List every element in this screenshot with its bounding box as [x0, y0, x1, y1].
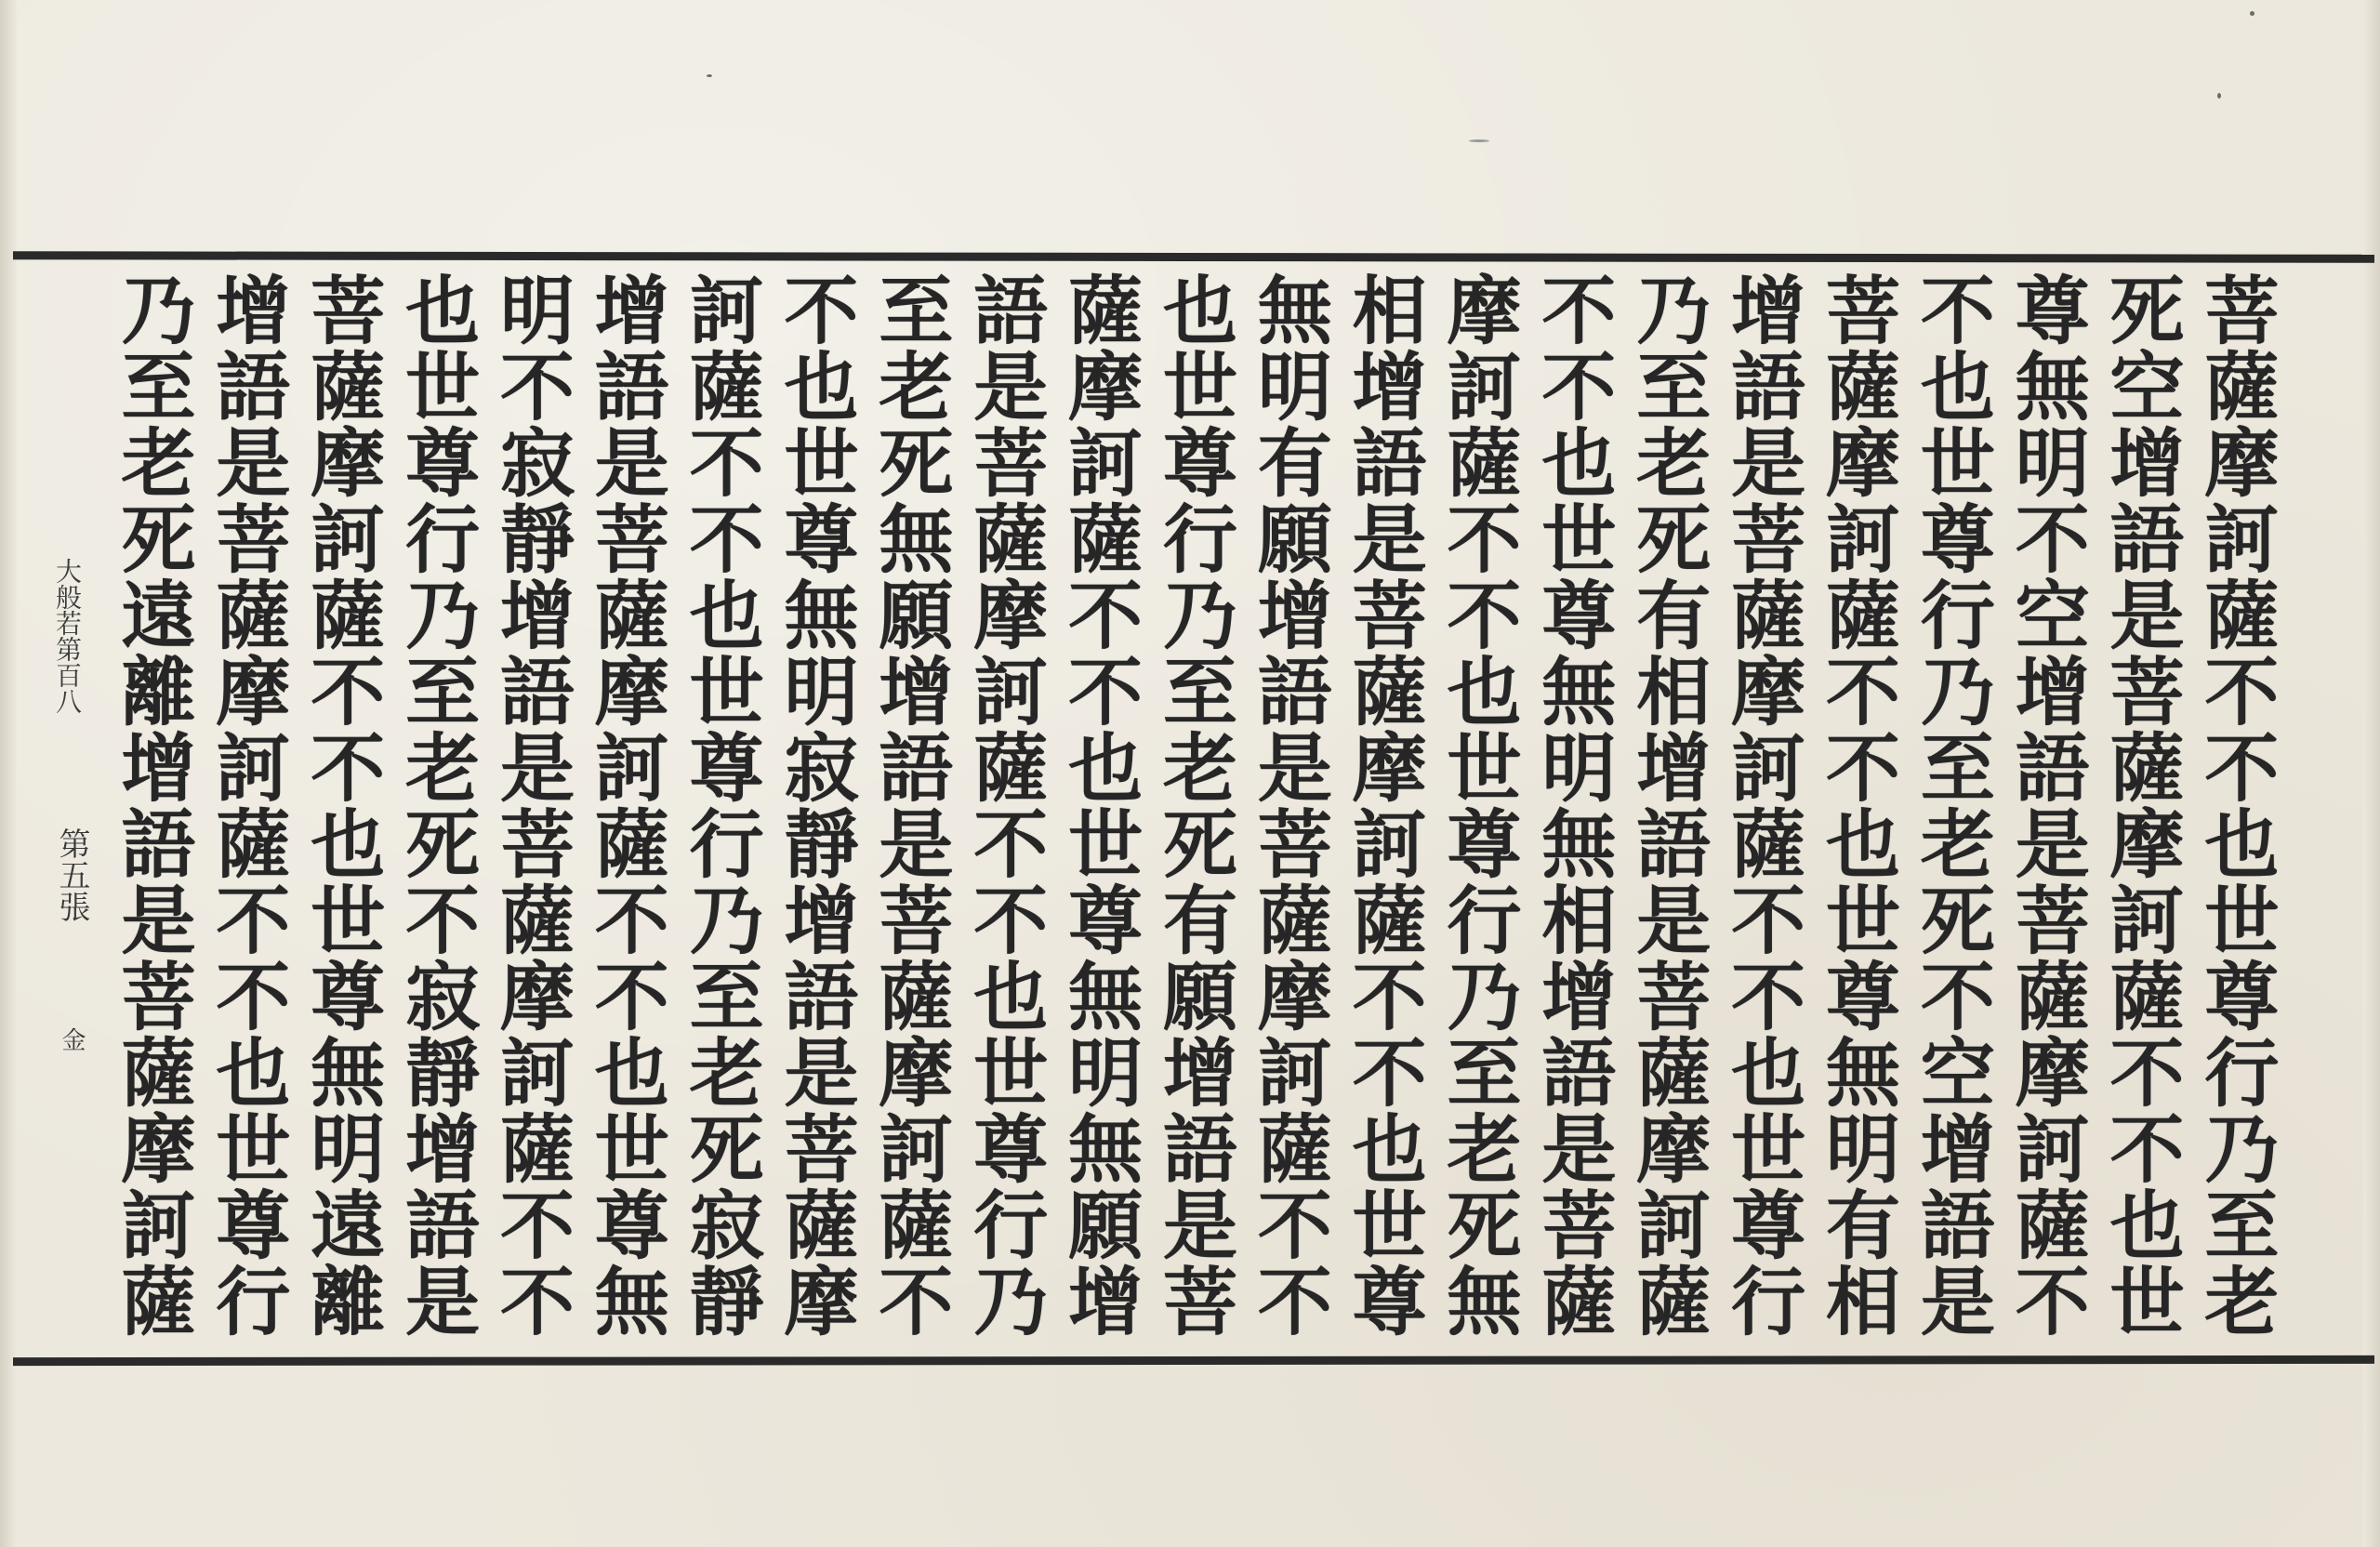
paper-speck — [707, 74, 712, 77]
paper-speck — [1469, 139, 1489, 142]
text-column-2: 死空增語是菩薩摩訶薩不不也世 — [2097, 271, 2186, 1339]
text-column-19: 明不寂靜增語是菩薩摩訶薩不不 — [487, 271, 575, 1339]
text-column-9: 摩訶薩不不也世尊行乃至老死無 — [1435, 271, 1523, 1339]
text-column-17: 訶薩不不也世尊行乃至老死寂靜 — [677, 271, 765, 1339]
text-column-10: 相增語是菩薩摩訶薩不不也世尊 — [1340, 271, 1428, 1339]
paper-speck — [2250, 11, 2254, 16]
text-column-13: 薩摩訶薩不不也世尊無明無願增 — [1055, 271, 1144, 1339]
text-columns — [109, 271, 2280, 1350]
text-column-22: 增語是菩薩摩訶薩不不也世尊行 — [203, 271, 291, 1339]
page-fold-right — [2363, 0, 2380, 1547]
text-column-1: 菩薩摩訶薩不不也世尊行乃至老 — [2191, 271, 2280, 1339]
text-column-7: 乃至老死有相增語是菩薩摩訶薩 — [1623, 271, 1712, 1339]
text-column-5: 菩薩摩訶薩不不也世尊無明有相 — [1813, 271, 1901, 1339]
text-column-18: 增語是菩薩摩訶薩不不也世尊無 — [582, 271, 670, 1339]
paper-speck — [2217, 93, 2221, 99]
margin-note-sheet-number: 第五張 — [53, 827, 90, 922]
frame-border-top — [13, 251, 2374, 263]
text-column-21: 菩薩摩訶薩不不也世尊無明遠離 — [298, 271, 386, 1339]
text-column-8: 不不也世尊無明無相增語是菩薩 — [1528, 271, 1617, 1339]
margin-note — [46, 558, 102, 1078]
frame-border-bottom — [13, 1355, 2374, 1366]
margin-note-title: 大般若第百八 — [52, 558, 83, 714]
page-fold-left — [0, 0, 17, 1547]
margin-note-mark: 金 — [58, 1027, 86, 1051]
text-column-6: 增語是菩薩摩訶薩不不也世尊行 — [1718, 271, 1806, 1339]
text-column-16: 不也世尊無明寂靜增語是菩薩摩 — [772, 271, 860, 1339]
text-column-3: 尊無明不空增語是菩薩摩訶薩不 — [2003, 271, 2091, 1339]
text-column-14: 語是菩薩摩訶薩不不也世尊行乃 — [960, 271, 1049, 1339]
text-column-11: 無明有願增語是菩薩摩訶薩不不 — [1245, 271, 1333, 1339]
text-column-15: 至老死無願增語是菩薩摩訶薩不 — [866, 271, 954, 1339]
text-column-20: 也世尊行乃至老死不寂靜增語是 — [392, 271, 481, 1339]
text-column-4: 不也世尊行乃至老死不空增語是 — [1908, 271, 1996, 1339]
text-column-23: 乃至老死遠離增語是菩薩摩訶薩 — [109, 271, 196, 1339]
text-column-12: 也世尊行乃至老死有願增語是菩 — [1150, 271, 1238, 1339]
